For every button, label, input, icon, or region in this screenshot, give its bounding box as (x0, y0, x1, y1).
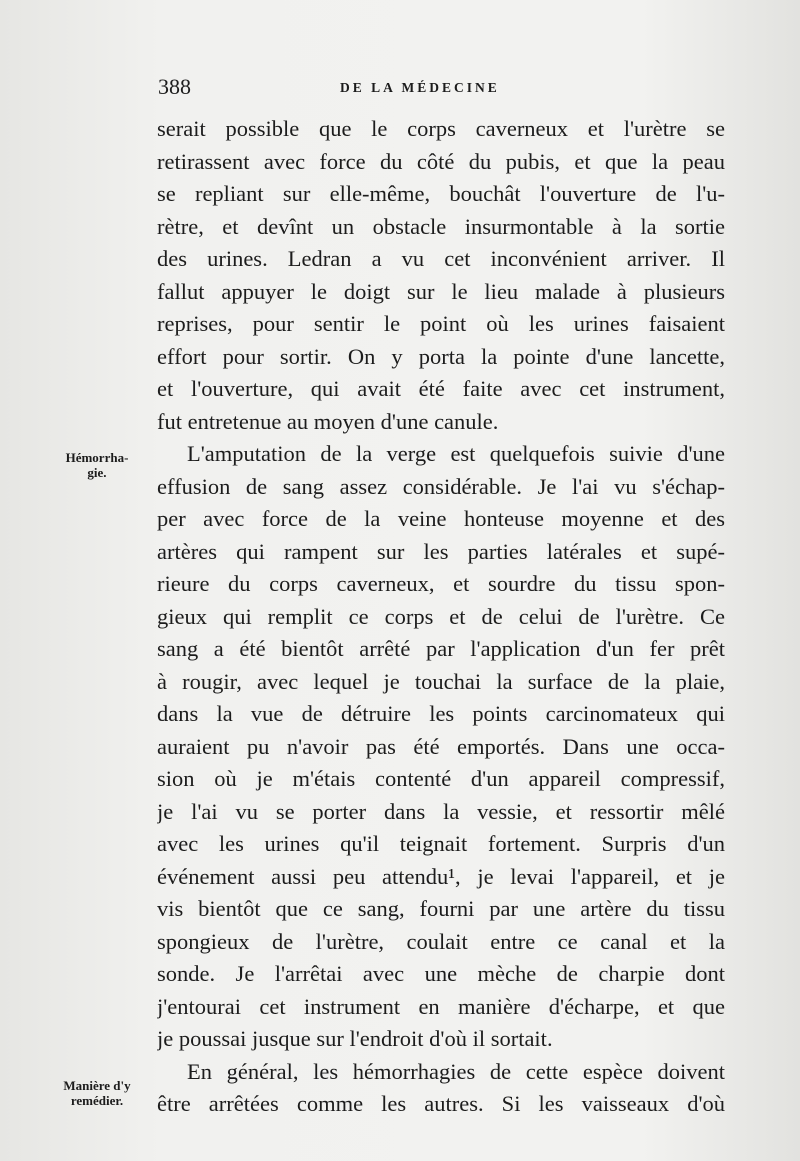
page-number: 388 (158, 74, 191, 99)
text-line: artères qui rampent sur les parties latérales et supé- (157, 538, 725, 564)
text-line: rètre, et devînt un obstacle insurmontable à la sortie (157, 213, 725, 239)
text-line: retirassent avec force du côté du pubis, et que la peau (157, 148, 725, 174)
text-line: événement aussi peu attendu¹, je levai l'appareil, et je (157, 863, 725, 889)
text-line: effusion de sang assez considérable. Je l'ai vu s'échap- (157, 473, 725, 499)
text-line: sang a été bientôt arrêté par l'application d'un fer prêt (157, 636, 725, 661)
text-line: spongieux de l'urètre, coulait entre ce canal et la (157, 928, 725, 954)
margin-note-line: remédier. (70, 1093, 124, 1108)
text-line: vis bientôt que ce sang, fourni par une artère du tissu (157, 896, 725, 921)
text-line: fut entretenue au moyen d'une canule. (157, 408, 499, 434)
text-line: se repliant sur elle-même, bouchât l'ouverture de l'u- (157, 181, 725, 206)
page-header (150, 74, 725, 104)
margin-note-line: Manière d'y (63, 1078, 131, 1093)
text-line: auraient pu n'avoir pas été emportés. Dans une occa- (157, 733, 725, 759)
margin-note-line: Hémorrha- (65, 450, 129, 465)
text-line: être arrêtées comme les autres. Si les vaisseaux d'où (157, 1091, 725, 1116)
text-line: dans la vue de détruire les points carcinomateux qui (157, 701, 725, 726)
text-line: à rougir, avec lequel je touchai la surface de la plaie, (157, 668, 725, 694)
margin-note-maniere (42, 1078, 152, 1108)
text-line: sonde. Je l'arrêtai avec une mèche de charpie dont (157, 961, 725, 986)
text-line: L'amputation de la verge est quelquefois suivie d'une (187, 441, 725, 466)
text-line: j'entourai cet instrument en manière d'écharpe, et que (157, 993, 725, 1019)
text-line: sion où je m'étais contenté d'un appareil compressif, (157, 766, 725, 791)
text-line: gieux qui remplit ce corps et de celui de l'urètre. Ce (157, 603, 725, 629)
text-line: je poussai jusque sur l'endroit d'où il sortait. (157, 1026, 553, 1051)
margin-note-line: gie. (87, 465, 107, 480)
text-line: reprises, pour sentir le point où les urines faisaient (157, 311, 725, 336)
text-line: serait possible que le corps caverneux et l'urètre se (157, 116, 725, 141)
body-text (157, 113, 725, 1121)
text-line: des urines. Ledran a vu cet inconvénient arriver. Il (157, 246, 725, 271)
text-line: je l'ai vu se porter dans la vessie, et ressortir mêlé (157, 798, 725, 824)
text-line: En général, les hémorrhagies de cette espèce doivent (187, 1058, 725, 1084)
text-line: et l'ouverture, qui avait été faite avec cet instrument, (157, 376, 725, 401)
text-line: per avec force de la veine honteuse moyenne et des (157, 506, 725, 531)
running-head: DE LA MÉDECINE (340, 80, 500, 95)
text-line: rieure du corps caverneux, et sourdre du tissu spon- (157, 571, 725, 596)
text-line: effort pour sortir. On y porta la pointe d'une lancette, (157, 343, 725, 369)
margin-note-hemorrhagie (42, 450, 152, 480)
text-line: avec les urines qu'il teignait fortement. Surpris d'un (157, 831, 725, 856)
text-line: fallut appuyer le doigt sur le lieu malade à plusieurs (157, 278, 725, 304)
